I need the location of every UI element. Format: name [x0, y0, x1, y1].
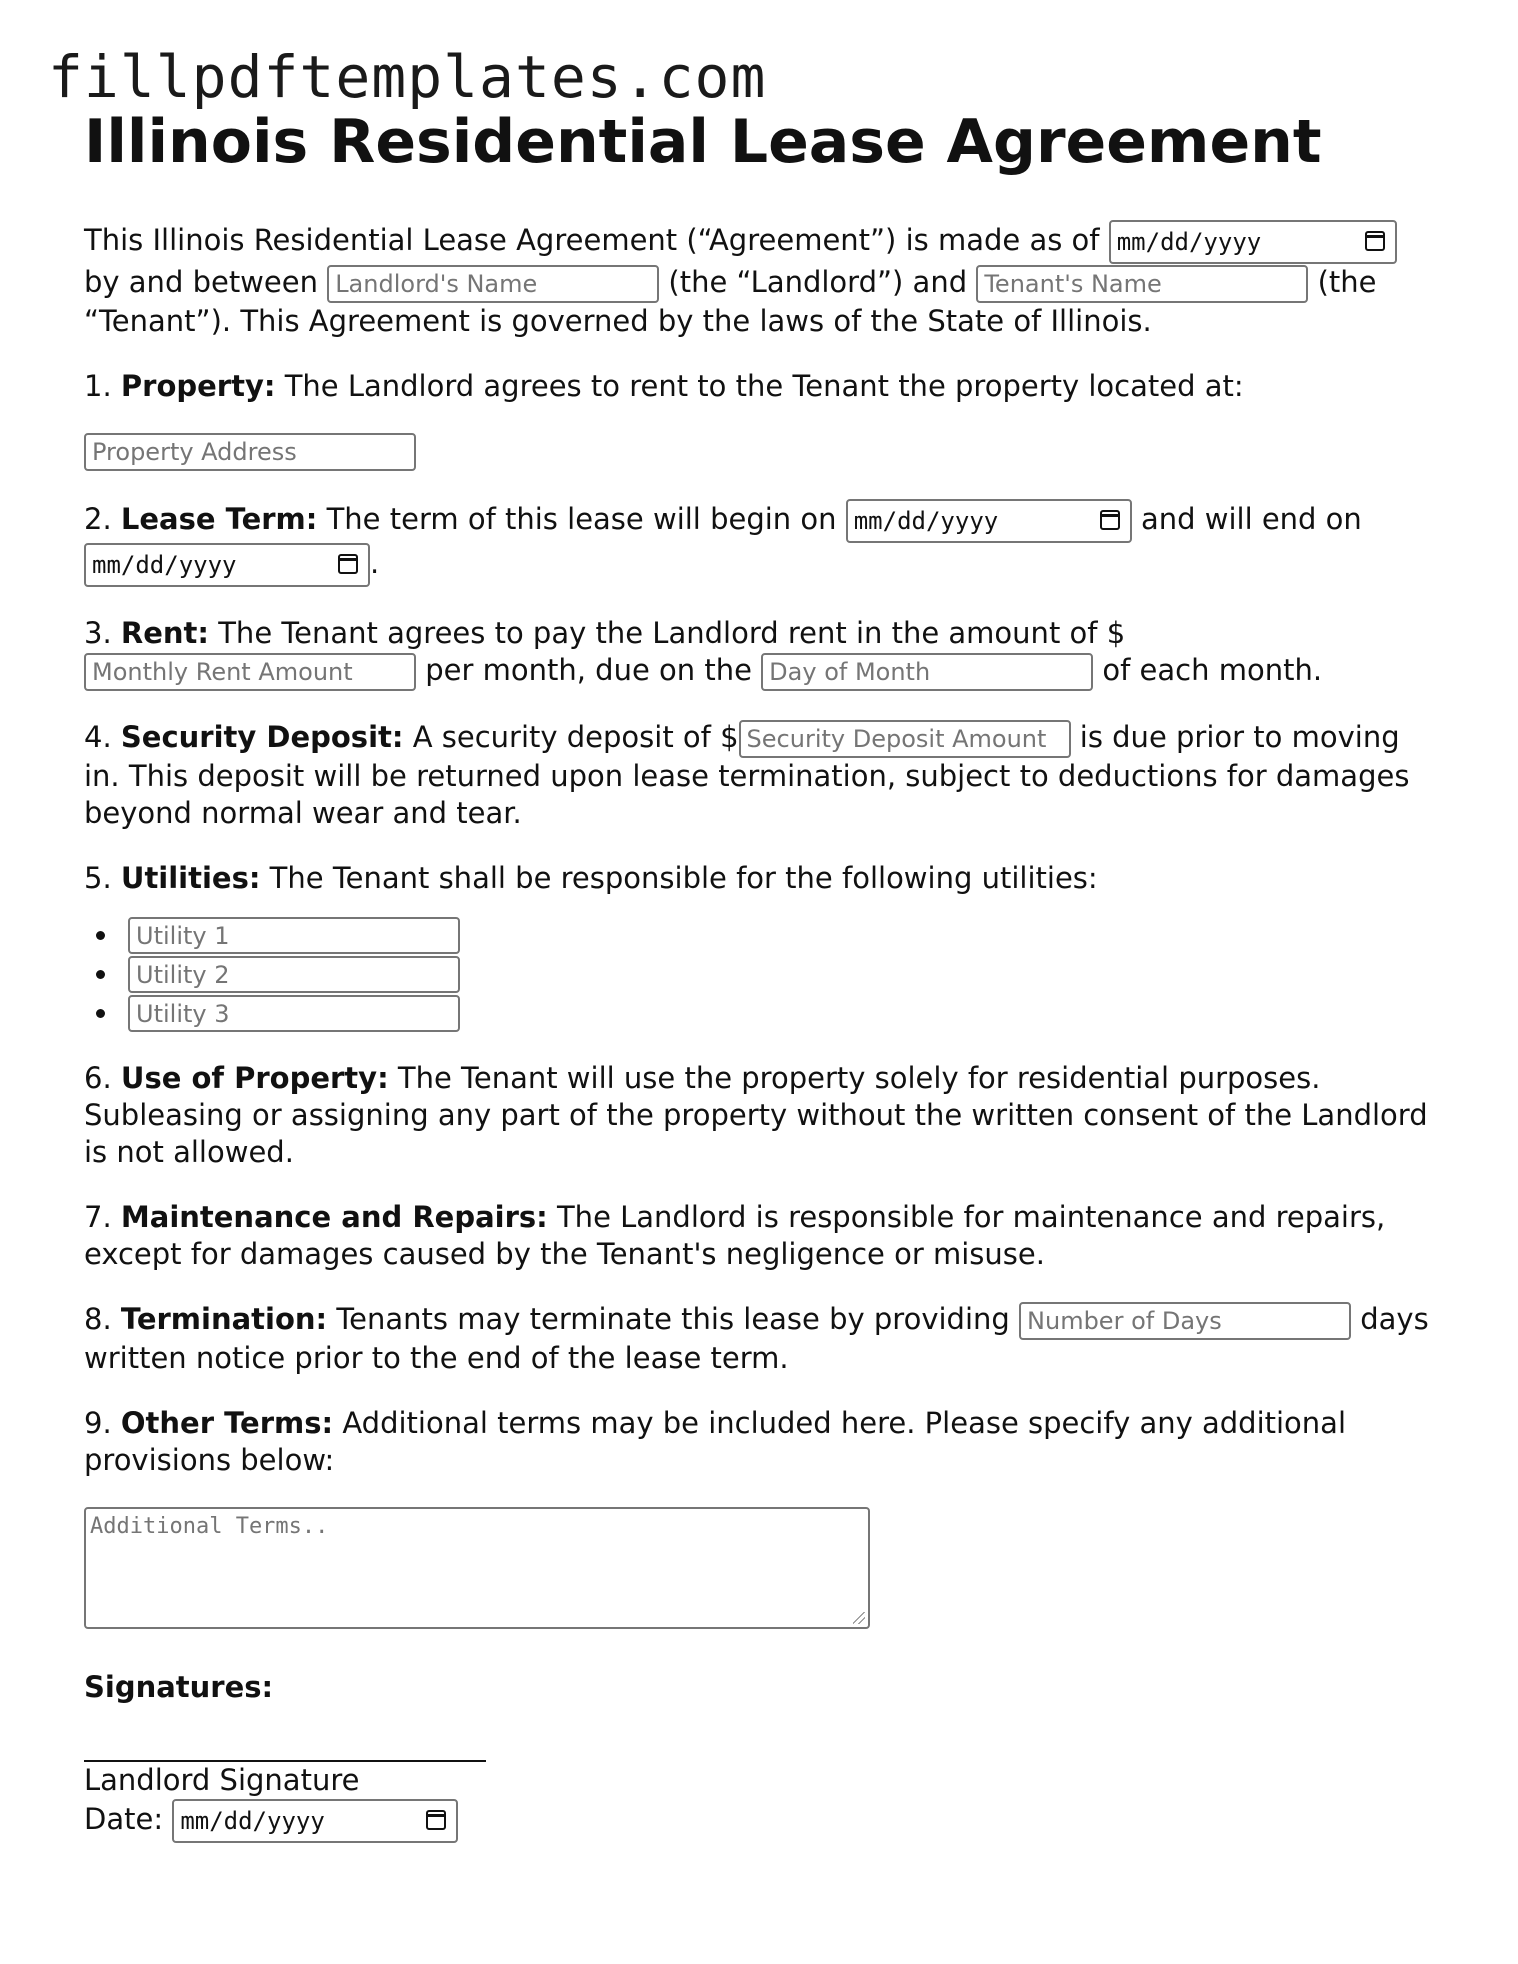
rent-heading: Rent:	[120, 616, 209, 650]
section-number: 5.	[84, 861, 112, 895]
signature-date-row	[84, 1799, 1444, 1843]
landlord-signature-label: Landlord Signature	[84, 1763, 360, 1797]
lease-start-date-input[interactable]	[846, 499, 1132, 543]
intro-text-tenant: (the “Tenant”). This Agreement is governed by the laws of the State of Illinois.	[84, 265, 1377, 338]
agreement-date-input[interactable]	[1109, 220, 1397, 264]
lease-end-date-input[interactable]	[84, 543, 370, 587]
utilities-heading: Utilities:	[120, 861, 261, 895]
section-number: 7.	[84, 1200, 112, 1234]
lease-term-text-begin: The term of this lease will begin on	[326, 502, 837, 536]
additional-terms-textarea[interactable]	[84, 1507, 870, 1629]
section-rent	[84, 615, 1444, 691]
property-heading: Property:	[120, 369, 276, 403]
signature-date-placeholder: mm/dd/yyyy	[180, 1807, 325, 1835]
property-address-input[interactable]: Property Address	[84, 433, 416, 471]
section-utilities	[84, 860, 1444, 897]
watermark: fillpdftemplates.com	[48, 43, 767, 111]
section-number: 4.	[84, 720, 112, 754]
property-text: The Landlord agrees to rent to the Tenant the property located at:	[284, 369, 1244, 403]
signatures-heading: Signatures:	[84, 1670, 274, 1704]
lease-term-heading: Lease Term:	[120, 502, 318, 536]
section-other-terms	[84, 1405, 1444, 1479]
list-item	[128, 915, 1444, 954]
termination-text-after: days written notice prior to the end of the lease term.	[84, 1302, 1429, 1375]
rent-text: The Tenant agrees to pay the Landlord rent in the amount of $	[218, 616, 1126, 650]
calendar-icon[interactable]	[1365, 231, 1385, 251]
utilities-list	[84, 915, 1444, 1032]
termination-text: Tenants may terminate this lease by providing	[336, 1302, 1010, 1336]
list-item	[128, 954, 1444, 993]
intro-text-by-between: by and between	[84, 265, 318, 299]
section-number: 3.	[84, 616, 112, 650]
section-termination	[84, 1301, 1444, 1377]
notice-days-input[interactable]: Number of Days	[1019, 1302, 1351, 1340]
calendar-icon[interactable]	[1100, 510, 1120, 530]
utility-3-input[interactable]: Utility 3	[128, 995, 460, 1032]
utilities-text: The Tenant shall be responsible for the following utilities:	[269, 861, 1098, 895]
section-property	[84, 368, 1444, 405]
section-lease-term	[84, 499, 1444, 587]
section-use-of-property	[84, 1060, 1444, 1171]
intro-text-landlord: (the “Landlord”) and	[668, 265, 968, 299]
tenant-name-input[interactable]: Tenant's Name	[976, 265, 1308, 303]
intro-paragraph	[84, 220, 1444, 340]
rent-text-due: per month, due on the	[425, 653, 752, 687]
lease-term-text-end: and will end on	[1140, 502, 1362, 536]
other-terms-text: Additional terms may be included here. Please specify any additional provisions below:	[84, 1406, 1346, 1477]
agreement-date-placeholder: mm/dd/yyyy	[1116, 228, 1262, 256]
page-title: Illinois Residential Lease Agreement	[84, 107, 1322, 177]
intro-text-before-date: This Illinois Residential Lease Agreement (“Agreement”) is made as of	[84, 223, 1100, 257]
signature-date-input[interactable]	[172, 1799, 458, 1843]
security-deposit-input[interactable]: Security Deposit Amount	[739, 720, 1071, 758]
section-deposit	[84, 719, 1444, 832]
use-of-property-text: The Tenant will use the property solely for residential purposes. Subleasing or assigning any part of the property without the written consent of the Landlord is not allowed.	[84, 1061, 1428, 1169]
section-maintenance	[84, 1199, 1444, 1273]
utility-1-input[interactable]: Utility 1	[128, 917, 460, 954]
section-number: 6.	[84, 1061, 112, 1095]
monthly-rent-input[interactable]: Monthly Rent Amount	[84, 653, 416, 691]
rent-text-each: of each month.	[1102, 653, 1323, 687]
calendar-icon[interactable]	[426, 1810, 446, 1830]
termination-heading: Termination:	[120, 1302, 328, 1336]
landlord-name-input[interactable]: Landlord's Name	[327, 265, 659, 303]
section-number: 9.	[84, 1406, 112, 1440]
use-of-property-heading: Use of Property:	[120, 1061, 389, 1095]
signature-date-label: Date:	[84, 1802, 164, 1836]
lease-start-date-placeholder: mm/dd/yyyy	[853, 507, 999, 535]
deposit-text-after: is due prior to moving in. This deposit will be returned upon lease termination, subject to deductions for damages beyond normal wear and tear.	[84, 720, 1410, 830]
utility-2-input[interactable]: Utility 2	[128, 956, 460, 993]
deposit-text: A security deposit of $	[412, 720, 739, 754]
additional-terms-placeholder: Additional Terms..	[90, 1514, 329, 1539]
maintenance-heading: Maintenance and Repairs:	[120, 1200, 548, 1234]
other-terms-heading: Other Terms:	[120, 1406, 334, 1440]
signatures-section	[84, 1669, 1444, 1706]
section-number: 8.	[84, 1302, 112, 1336]
section-number: 1.	[84, 369, 112, 403]
lease-term-period: .	[370, 546, 380, 580]
list-item	[128, 993, 1444, 1032]
calendar-icon[interactable]	[338, 554, 358, 574]
section-number: 2.	[84, 502, 112, 536]
rent-day-input[interactable]: Day of Month	[761, 653, 1093, 691]
lease-form	[84, 104, 1444, 1843]
resize-handle-icon[interactable]	[853, 1612, 865, 1624]
deposit-heading: Security Deposit:	[120, 720, 404, 754]
lease-end-date-placeholder: mm/dd/yyyy	[92, 551, 237, 579]
maintenance-text: The Landlord is responsible for maintenance and repairs, except for damages caused by the Tenant's negligence or misuse.	[84, 1200, 1386, 1271]
